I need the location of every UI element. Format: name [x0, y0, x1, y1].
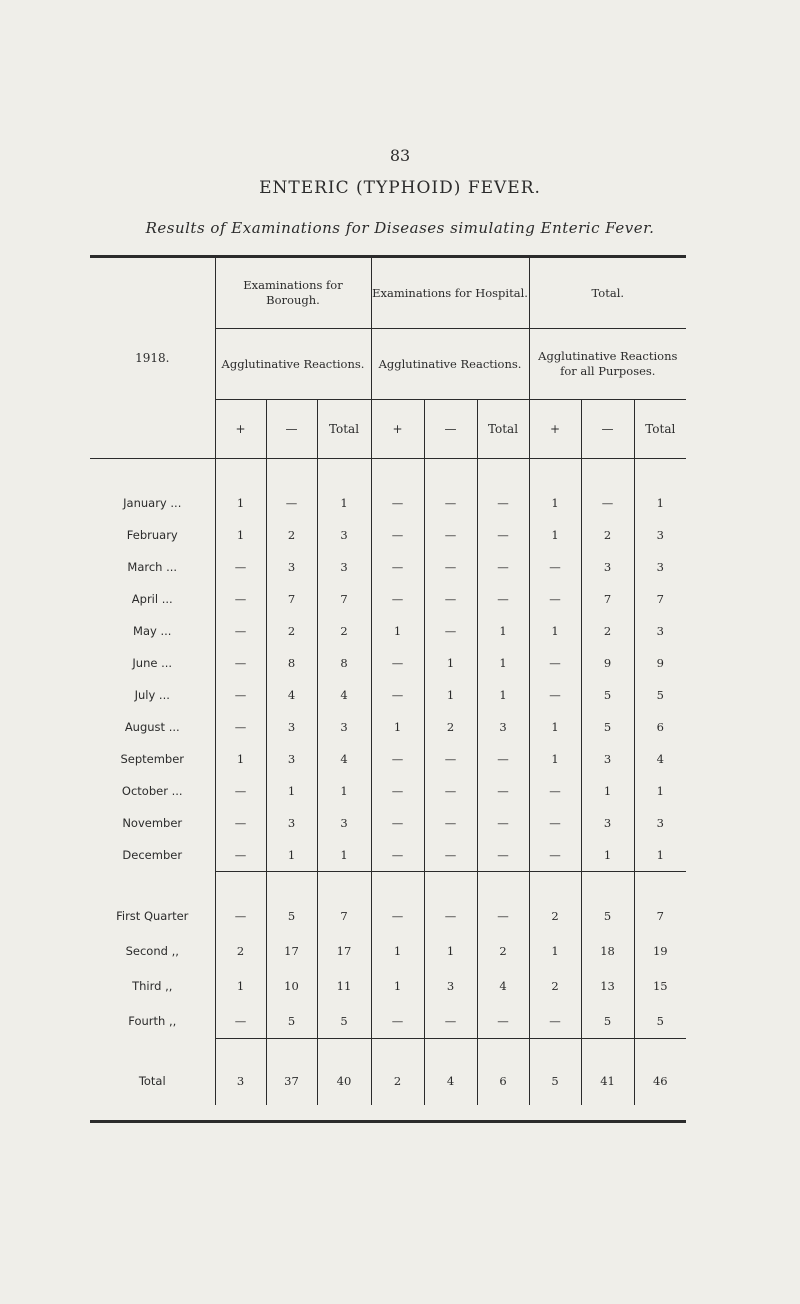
quarter-row — [90, 898, 686, 933]
table-cell: — — [215, 583, 266, 615]
table-cell: — — [424, 898, 477, 933]
table-cell: — — [371, 839, 424, 872]
table-cell: 3 — [581, 743, 634, 775]
table-cell: 1 — [529, 743, 581, 775]
table-cell: — — [529, 679, 581, 711]
borough-subheader: Agglutinative Reactions. — [215, 329, 371, 400]
section-gap-row — [90, 872, 686, 899]
row-label-text: October ... — [121, 784, 183, 798]
spacer-cell — [317, 872, 371, 899]
table-cell: 1 — [215, 968, 266, 1003]
table-cell: 4 — [317, 743, 371, 775]
table-cell: — — [371, 487, 424, 519]
table-cell: — — [529, 807, 581, 839]
row-label-text: July ... — [134, 688, 170, 702]
table-cell: 6 — [477, 1057, 529, 1105]
column-header: Total — [317, 400, 371, 459]
row-label-text: Total — [138, 1074, 166, 1088]
row-label-text: Second ,, — [125, 943, 179, 958]
table-cell: — — [529, 839, 581, 872]
table-cell: 1 — [581, 775, 634, 807]
spacer-cell — [529, 872, 581, 899]
table-cell: 3 — [317, 807, 371, 839]
table-cell: 8 — [266, 647, 317, 679]
total-header: Total. — [529, 258, 686, 329]
table-cell: 1 — [317, 487, 371, 519]
table-cell: 2 — [215, 933, 266, 968]
spacer-cell — [529, 459, 581, 488]
table-cell: 3 — [215, 1057, 266, 1105]
table-cell: 3 — [477, 711, 529, 743]
table-cell: — — [215, 679, 266, 711]
table-cell: 9 — [634, 647, 686, 679]
row-label — [90, 1057, 215, 1105]
hospital-subheader: Agglutinative Reactions. — [371, 329, 529, 400]
row-label-text: March ... — [127, 560, 178, 574]
table-cell: — — [371, 898, 424, 933]
row-label — [90, 551, 215, 583]
row-label — [90, 898, 215, 933]
row-label — [90, 839, 215, 872]
table-cell: 1 — [529, 711, 581, 743]
row-label — [90, 933, 215, 968]
row-label-text: Fourth ,, — [128, 1013, 177, 1028]
spacer-cell — [529, 1039, 581, 1058]
table-body — [90, 459, 686, 1106]
table-cell: — — [424, 743, 477, 775]
column-header: + — [215, 400, 266, 459]
table-cell: — — [424, 839, 477, 872]
table-cell: — — [477, 775, 529, 807]
table-cell: — — [424, 519, 477, 551]
table-cell: 46 — [634, 1057, 686, 1105]
table-cell: 5 — [317, 1003, 371, 1039]
row-label-text: May ... — [133, 624, 172, 638]
table-cell: 3 — [266, 551, 317, 583]
table-cell: 9 — [581, 647, 634, 679]
total-subheader: Agglutinative Reactions for all Purposes. — [529, 329, 686, 400]
total-row — [90, 1057, 686, 1105]
table-cell: 4 — [266, 679, 317, 711]
table-cell: — — [215, 839, 266, 872]
column-header: Total — [477, 400, 529, 459]
spacer-cell — [371, 872, 424, 899]
month-row — [90, 519, 686, 551]
row-label-text: September — [120, 752, 185, 766]
table-cell: — — [581, 487, 634, 519]
table-cell: 7 — [581, 583, 634, 615]
table-cell: 6 — [634, 711, 686, 743]
table-cell: 13 — [581, 968, 634, 1003]
spacer-cell — [477, 1039, 529, 1058]
table-cell: 3 — [634, 519, 686, 551]
table-cell: 3 — [581, 807, 634, 839]
spacer-cell — [266, 872, 317, 899]
table-cell: 1 — [215, 743, 266, 775]
row-label-text: April ... — [131, 592, 173, 606]
section-gap-row — [90, 1039, 686, 1058]
spacer-cell — [371, 1039, 424, 1058]
month-row — [90, 775, 686, 807]
month-row — [90, 647, 686, 679]
table-cell: 2 — [529, 968, 581, 1003]
table-cell: — — [215, 615, 266, 647]
table-cell: 7 — [266, 583, 317, 615]
table-cell: — — [424, 1003, 477, 1039]
table-cell: 3 — [581, 551, 634, 583]
spacer-cell — [424, 872, 477, 899]
hospital-header: Examinations for Hospital. — [371, 258, 529, 329]
spacer-cell — [424, 1039, 477, 1058]
spacer-cell — [215, 872, 266, 899]
year-header: 1918. — [90, 258, 215, 459]
row-label-text: February — [126, 528, 178, 542]
table-cell: 40 — [317, 1057, 371, 1105]
table-cell: 1 — [477, 679, 529, 711]
month-row — [90, 615, 686, 647]
table-cell: — — [477, 519, 529, 551]
row-label — [90, 647, 215, 679]
table-cell: 8 — [317, 647, 371, 679]
table-cell: 7 — [634, 898, 686, 933]
table-cell: — — [477, 839, 529, 872]
table-cell: — — [215, 807, 266, 839]
table-cell: — — [215, 551, 266, 583]
row-label-text: Third ,, — [132, 978, 173, 993]
table-cell: — — [215, 898, 266, 933]
table-cell: 7 — [634, 583, 686, 615]
borough-header: Examinations for Borough. — [215, 258, 371, 329]
table-cell: — — [266, 487, 317, 519]
spacer-cell — [266, 1039, 317, 1058]
table-cell: 5 — [634, 1003, 686, 1039]
row-label-text: August ... — [124, 720, 180, 734]
table-cell: — — [424, 775, 477, 807]
spacer-cell — [634, 459, 686, 488]
table-cell: 1 — [634, 487, 686, 519]
table-cell: — — [215, 647, 266, 679]
table-cell: — — [529, 583, 581, 615]
table-cell: 1 — [477, 615, 529, 647]
table-cell: — — [477, 487, 529, 519]
spacer-cell — [215, 1039, 266, 1058]
table-cell: 4 — [634, 743, 686, 775]
table-cell: 15 — [634, 968, 686, 1003]
table-cell: 7 — [317, 898, 371, 933]
row-label — [90, 583, 215, 615]
table-cell: — — [529, 775, 581, 807]
row-label — [90, 1003, 215, 1039]
table-cell: 17 — [317, 933, 371, 968]
table-cell: 1 — [634, 839, 686, 872]
table-cell: 3 — [424, 968, 477, 1003]
table-cell: — — [477, 551, 529, 583]
table-cell: 2 — [424, 711, 477, 743]
spacer-cell — [424, 459, 477, 488]
table-cell: — — [371, 807, 424, 839]
row-label-text: June ... — [132, 656, 173, 670]
table-cell: — — [371, 551, 424, 583]
header-spacer-row — [90, 459, 686, 488]
table-cell: 1 — [266, 775, 317, 807]
row-label — [90, 775, 215, 807]
spacer-cell — [634, 872, 686, 899]
table-cell: 5 — [581, 679, 634, 711]
table-cell: — — [477, 1003, 529, 1039]
table-cell: 10 — [266, 968, 317, 1003]
table-cell: — — [477, 743, 529, 775]
table-cell: 5 — [581, 898, 634, 933]
table-cell: 1 — [371, 615, 424, 647]
table-cell: 37 — [266, 1057, 317, 1105]
spacer-cell — [215, 459, 266, 488]
month-row — [90, 807, 686, 839]
table-cell: — — [371, 519, 424, 551]
table-cell: — — [424, 807, 477, 839]
table-cell: — — [371, 679, 424, 711]
table-cell: — — [424, 551, 477, 583]
table-cell: 1 — [317, 775, 371, 807]
table-cell: 1 — [529, 519, 581, 551]
table-cell: 5 — [634, 679, 686, 711]
table-cell: 2 — [581, 615, 634, 647]
spacer-cell — [581, 872, 634, 899]
row-label — [90, 743, 215, 775]
table-cell: 4 — [424, 1057, 477, 1105]
table-cell: 1 — [424, 933, 477, 968]
table-cell: — — [477, 807, 529, 839]
table-cell: — — [371, 1003, 424, 1039]
column-header: — — [424, 400, 477, 459]
table-cell: — — [424, 583, 477, 615]
quarter-row — [90, 933, 686, 968]
row-label — [90, 615, 215, 647]
row-label-text: January ... — [123, 496, 182, 510]
table-cell: 2 — [266, 519, 317, 551]
table-cell: 3 — [317, 551, 371, 583]
page-number: 83 — [389, 146, 411, 165]
spacer-cell — [266, 459, 317, 488]
table-cell: 2 — [317, 615, 371, 647]
table-cell: 1 — [317, 839, 371, 872]
spacer-cell — [477, 872, 529, 899]
table-cell: — — [215, 775, 266, 807]
table-cell: — — [371, 583, 424, 615]
page-title: ENTERIC (TYPHOID) FEVER. — [259, 178, 541, 198]
spacer-cell — [90, 872, 215, 899]
table-cell: 7 — [317, 583, 371, 615]
table-cell: 3 — [266, 743, 317, 775]
column-header: — — [581, 400, 634, 459]
table-cell: 41 — [581, 1057, 634, 1105]
table-cell: 17 — [266, 933, 317, 968]
table-cell: 5 — [581, 711, 634, 743]
table-cell: 3 — [317, 711, 371, 743]
table-cell: 2 — [266, 615, 317, 647]
table-cell: 11 — [317, 968, 371, 1003]
table-cell: 1 — [529, 487, 581, 519]
table-cell: 1 — [215, 487, 266, 519]
table-cell: — — [477, 898, 529, 933]
table-cell: 1 — [477, 647, 529, 679]
month-row — [90, 679, 686, 711]
quarter-row — [90, 1003, 686, 1039]
table-cell: — — [529, 647, 581, 679]
table-cell: — — [371, 647, 424, 679]
table-cell: 1 — [529, 615, 581, 647]
table-cell: — — [424, 615, 477, 647]
row-label — [90, 487, 215, 519]
table-cell: 1 — [266, 839, 317, 872]
row-label-text: November — [122, 816, 183, 830]
table-cell: 19 — [634, 933, 686, 968]
column-header: + — [529, 400, 581, 459]
row-label — [90, 711, 215, 743]
row-label — [90, 679, 215, 711]
month-row — [90, 711, 686, 743]
spacer-cell — [317, 1039, 371, 1058]
table-cell: 5 — [581, 1003, 634, 1039]
row-label — [90, 968, 215, 1003]
table-cell: 1 — [215, 519, 266, 551]
row-label — [90, 807, 215, 839]
row-label — [90, 519, 215, 551]
spacer-cell — [477, 459, 529, 488]
table-cell: 3 — [634, 551, 686, 583]
quarter-row — [90, 968, 686, 1003]
table-cell: 3 — [317, 519, 371, 551]
table-cell: 3 — [266, 711, 317, 743]
table-cell: 3 — [634, 807, 686, 839]
table-cell: — — [371, 743, 424, 775]
table-cell: 5 — [266, 898, 317, 933]
spacer-cell — [371, 459, 424, 488]
table-cell: 18 — [581, 933, 634, 968]
column-header: Total — [634, 400, 686, 459]
table-cell: — — [371, 775, 424, 807]
page-subtitle: Results of Examinations for Diseases simulating Enteric Fever. — [145, 219, 655, 237]
month-row — [90, 743, 686, 775]
table-cell: 2 — [371, 1057, 424, 1105]
column-header: + — [371, 400, 424, 459]
row-label-text: December — [122, 848, 183, 863]
table-cell: — — [529, 551, 581, 583]
month-row — [90, 487, 686, 519]
table-cell: 1 — [424, 647, 477, 679]
month-row — [90, 839, 686, 872]
table-cell: 1 — [371, 933, 424, 968]
table-cell: — — [215, 711, 266, 743]
column-header: — — [266, 400, 317, 459]
spacer-cell — [581, 1039, 634, 1058]
table-cell: 3 — [266, 807, 317, 839]
table-cell: — — [424, 487, 477, 519]
table-cell: 3 — [634, 615, 686, 647]
table-cell: 2 — [529, 898, 581, 933]
table-cell: 1 — [424, 679, 477, 711]
table-cell: — — [215, 1003, 266, 1039]
month-row — [90, 583, 686, 615]
spacer-cell — [90, 459, 215, 488]
table-cell: 2 — [581, 519, 634, 551]
table-cell: 1 — [581, 839, 634, 872]
row-label-text: First Quarter — [116, 908, 189, 923]
table-bottom-rule — [90, 1120, 686, 1123]
table-cell: 4 — [477, 968, 529, 1003]
table-cell: 4 — [317, 679, 371, 711]
table-cell: 2 — [477, 933, 529, 968]
table-cell: 1 — [371, 968, 424, 1003]
spacer-cell — [634, 1039, 686, 1058]
month-row — [90, 551, 686, 583]
spacer-cell — [90, 1039, 215, 1058]
table-cell: — — [477, 583, 529, 615]
table-cell: 1 — [634, 775, 686, 807]
table-cell: — — [529, 1003, 581, 1039]
enteric-fever-table — [90, 258, 686, 1105]
table-cell: 1 — [371, 711, 424, 743]
spacer-cell — [317, 459, 371, 488]
table-cell: 1 — [529, 933, 581, 968]
table-cell: 5 — [266, 1003, 317, 1039]
spacer-cell — [581, 459, 634, 488]
table-cell: 5 — [529, 1057, 581, 1105]
